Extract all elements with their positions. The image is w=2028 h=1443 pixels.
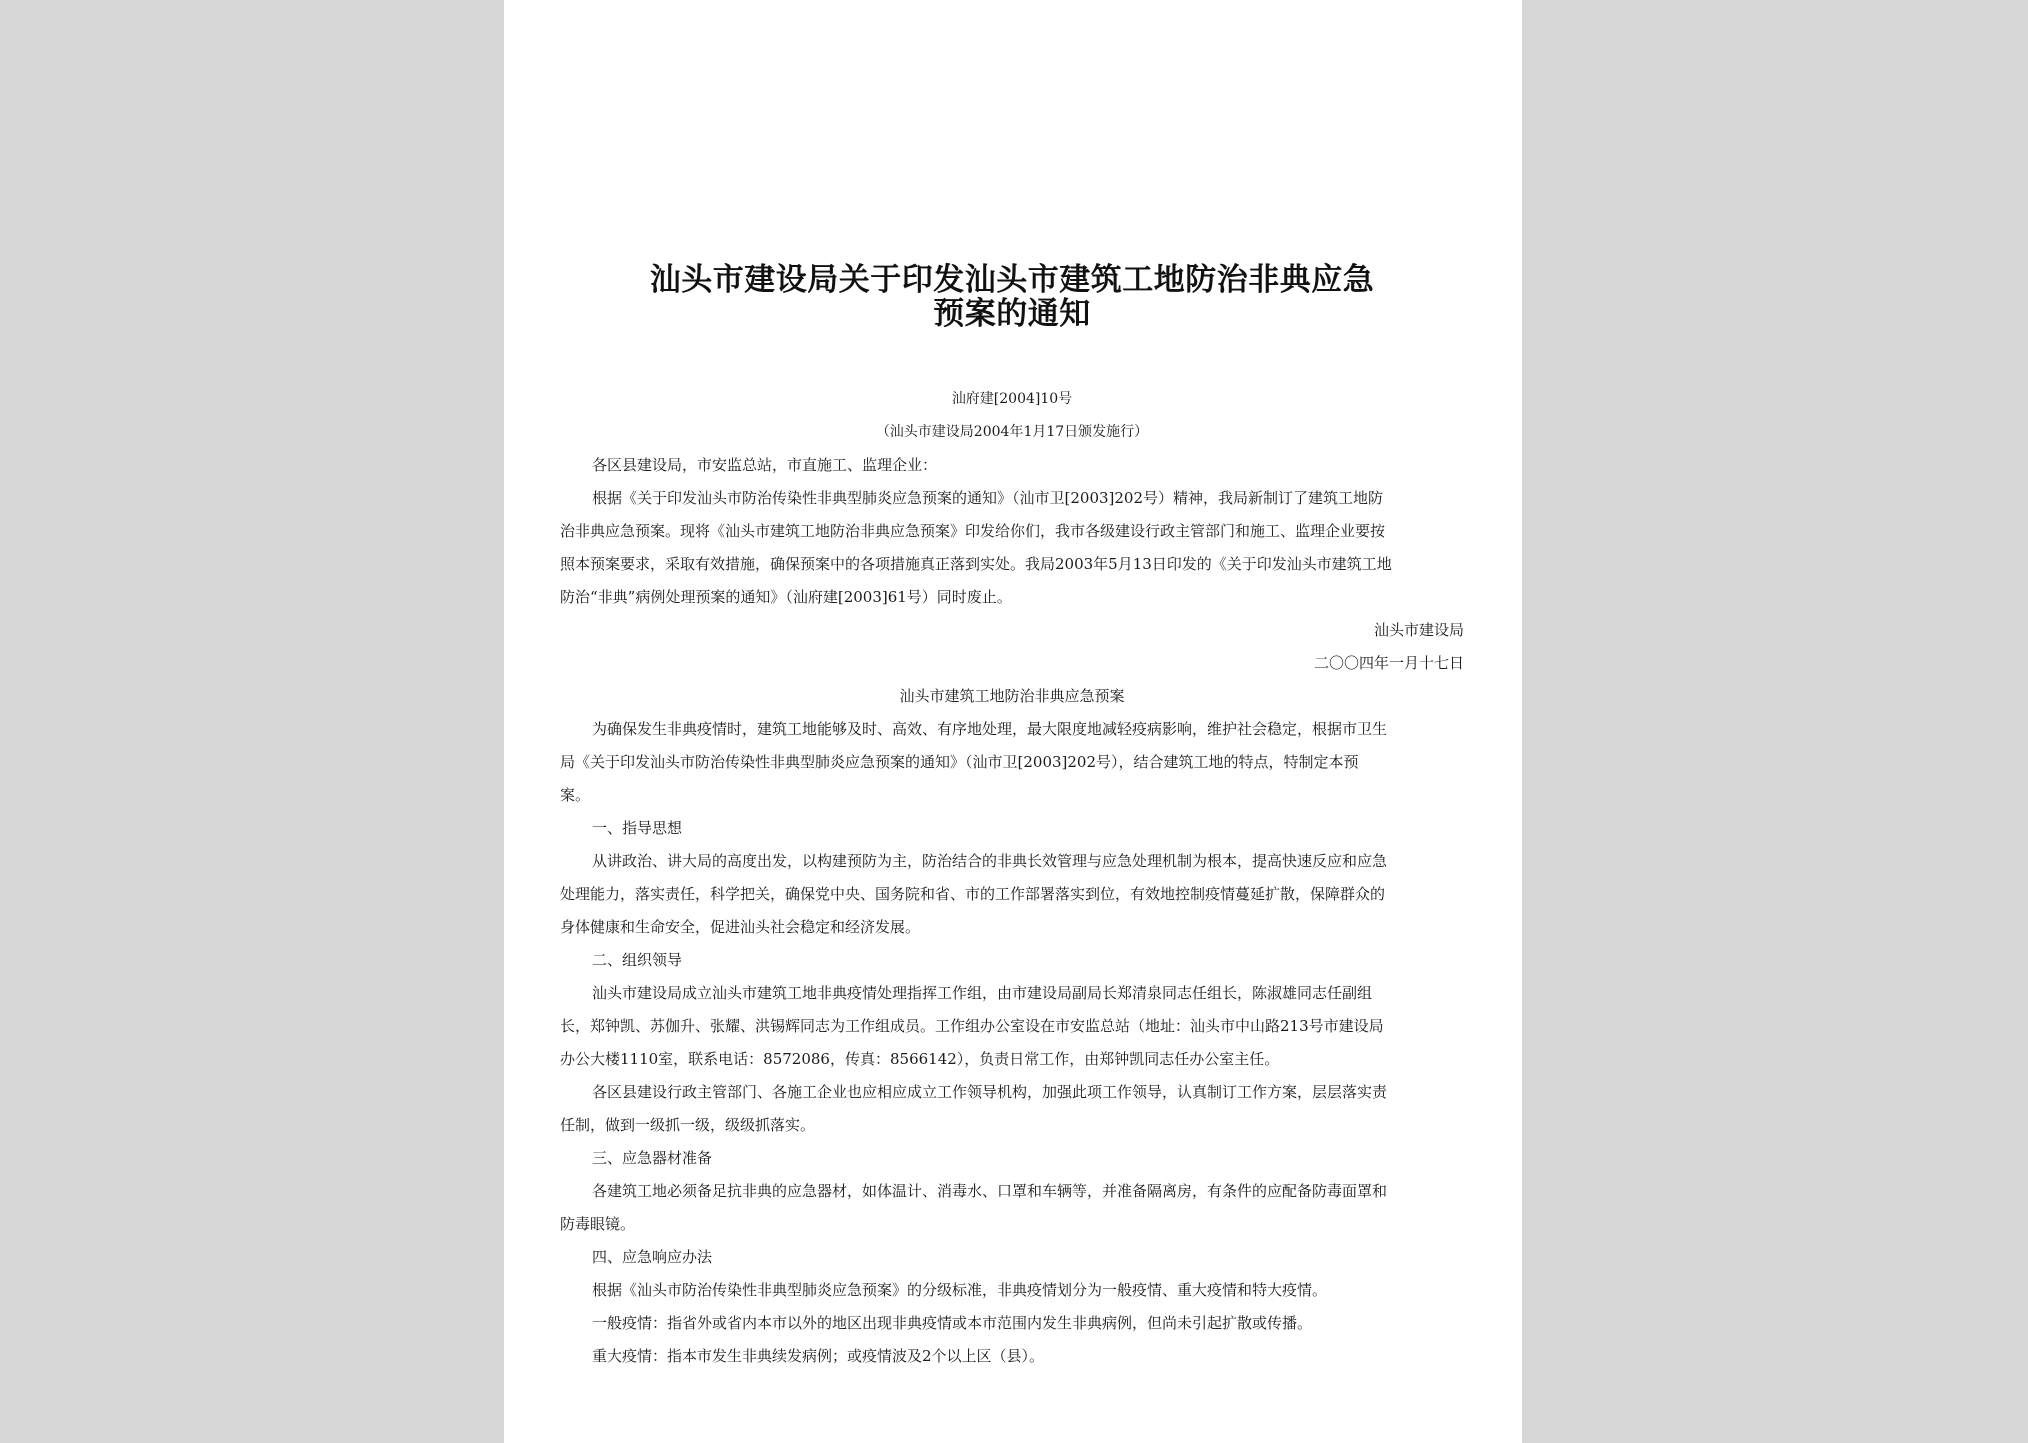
text-line: 重大疫情：指本市发生非典续发病例；或疫情波及2个以上区（县）。 [592, 1347, 1045, 1365]
title-line-2: 预案的通知 [933, 296, 1091, 332]
issued-note: （汕头市建设局2004年1月17日颁发施行） [875, 424, 1149, 440]
text-line: 局《关于印发汕头市防治传染性非典型肺炎应急预案的通知》（汕市卫[2003]202号），结合建筑工地的特点，特制定本预 [560, 753, 1359, 771]
text-line: 一、指导思想 [592, 819, 683, 837]
text-line: 为确保发生非典疫情时，建筑工地能够及时、高效、有序地处理，最大限度地减轻疫病影响，维护社会稳定，根据市卫生 [592, 720, 1388, 738]
title-line-1: 汕头市建设局关于印发汕头市建筑工地防治非典应急 [649, 262, 1375, 298]
text-line: 汕头市建设局成立汕头市建筑工地非典疫情处理指挥工作组，由市建设局副局长郑清泉同志任组长，陈淑雄同志任副组 [592, 984, 1373, 1002]
text-line: 汕头市建设局 [1373, 621, 1464, 639]
text-line: 治非典应急预案。现将《汕头市建筑工地防治非典应急预案》印发给你们，我市各级建设行政主管部门和施工、监理企业要按 [560, 522, 1386, 540]
text-line: 长，郑钟凯、苏伽升、张耀、洪锡辉同志为工作组成员。工作组办公室设在市安监总站（地址：汕头市中山路213号市建设局 [560, 1017, 1384, 1035]
document-title [560, 263, 1464, 331]
text-line: 防毒眼镜。 [560, 1215, 636, 1233]
text-line: 身体健康和生命安全，促进汕头社会稳定和经济发展。 [560, 918, 921, 936]
text-line: 防治“非典”病例处理预案的通知》（汕府建[2003]61号）同时废止。 [560, 588, 1012, 606]
text-line: 二、组织领导 [592, 951, 683, 969]
text-line: 各区县建设行政主管部门、各施工企业也应相应成立工作领导机构，加强此项工作领导，认真制订工作方案，层层落实责 [592, 1083, 1388, 1101]
text-line: 各建筑工地必须备足抗非典的应急器材，如体温计、消毒水、口罩和车辆等，并准备隔离房，有条件的应配备防毒面罩和 [592, 1182, 1388, 1200]
document-body [560, 449, 1464, 1373]
text-line: 根据《汕头市防治传染性非典型肺炎应急预案》的分级标准，非典疫情划分为一般疫情、重大疫情和特大疫情。 [592, 1281, 1328, 1299]
document-number: 汕府建[2004]10号 [951, 391, 1073, 407]
text-line: 根据《关于印发汕头市防治传染性非典型肺炎应急预案的通知》（汕市卫[2003]202号）精神，我局新制订了建筑工地防 [592, 489, 1384, 507]
text-line: 各区县建设局，市安监总站，市直施工、监理企业： [592, 456, 938, 474]
text-line: 处理能力，落实责任，科学把关，确保党中央、国务院和省、市的工作部署落实到位，有效地控制疫情蔓延扩散，保障群众的 [560, 885, 1386, 903]
text-line: 一般疫情：指省外或省内本市以外的地区出现非典疫情或本市范围内发生非典病例，但尚未引起扩散或传播。 [592, 1314, 1313, 1332]
text-line: 汕头市建筑工地防治非典应急预案 [899, 687, 1125, 705]
text-line: 二〇〇四年一月十七日 [1313, 654, 1464, 672]
document-page [504, 0, 1522, 1443]
text-line: 从讲政治、讲大局的高度出发，以构建预防为主，防治结合的非典长效管理与应急处理机制为根本，提高快速反应和应急 [592, 852, 1388, 870]
text-line: 四、应急响应办法 [592, 1248, 713, 1266]
text-line: 照本预案要求，采取有效措施，确保预案中的各项措施真正落到实处。我局2003年5月13日印发的《关于印发汕头市建筑工地 [560, 555, 1392, 573]
text-line: 案。 [560, 786, 591, 804]
text-line: 任制，做到一级抓一级，级级抓落实。 [560, 1116, 816, 1134]
text-line: 三、应急器材准备 [592, 1149, 713, 1167]
text-line: 办公大楼1110室，联系电话：8572086，传真：8566142），负责日常工作，由郑钟凯同志任办公室主任。 [560, 1050, 1280, 1068]
